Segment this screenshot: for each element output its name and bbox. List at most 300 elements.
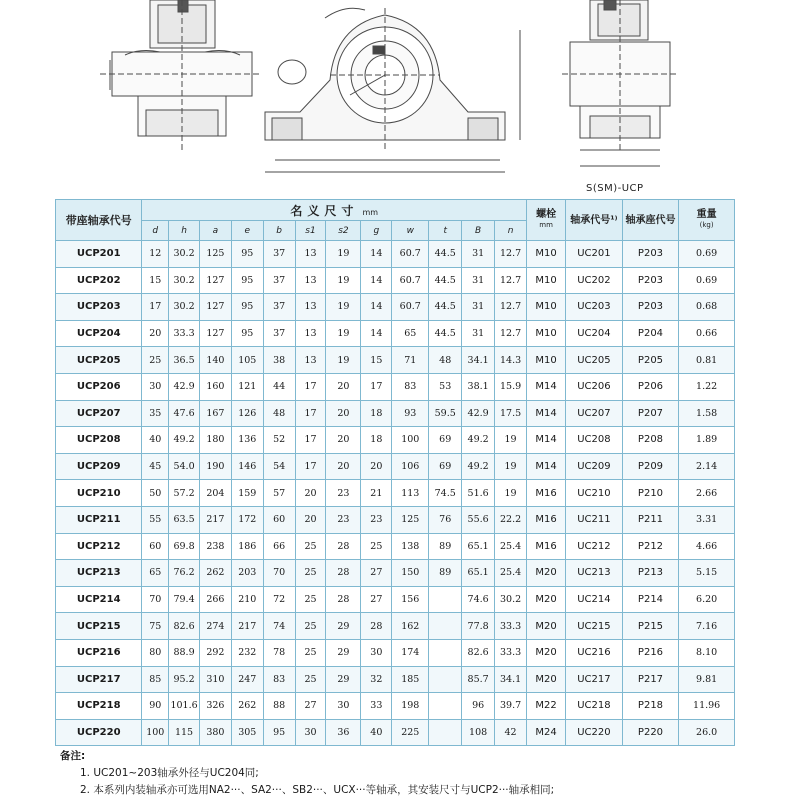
cell-dim-w: 113 (392, 480, 429, 507)
header-bolt-text: 螺栓 (536, 209, 557, 220)
cell-dim-t: 89 (429, 560, 462, 587)
cell-dim-e: 126 (231, 400, 263, 427)
cell-bearing: UC215 (566, 613, 623, 640)
cell-dim-a: 310 (199, 666, 231, 693)
cell-dim-e: 136 (231, 427, 263, 454)
cell-dim-n: 12.7 (495, 241, 527, 268)
cell-bolt: M16 (527, 533, 566, 560)
header-nominal-unit: mm (362, 207, 379, 217)
cell-weight: 2.14 (679, 453, 735, 480)
cell-weight: 1.22 (679, 373, 735, 400)
cell-dim-b: 52 (263, 427, 295, 454)
cell-dim-b: 108 (462, 719, 495, 746)
cell-dim-e: 159 (231, 480, 263, 507)
cell-model: UCP216 (56, 639, 142, 666)
cell-dim-s1: 25 (295, 639, 326, 666)
cell-dim-h: 36.5 (169, 347, 200, 374)
cell-dim-s2: 20 (326, 400, 361, 427)
cell-dim-e: 262 (231, 693, 263, 720)
cell-model: UCP212 (56, 533, 142, 560)
cell-dim-g: 21 (361, 480, 392, 507)
cell-housing: P215 (622, 613, 679, 640)
cell-dim-d: 100 (142, 719, 169, 746)
header-symbol-h: h (169, 221, 200, 241)
cell-dim-s1: 17 (295, 427, 326, 454)
table-row (56, 480, 735, 507)
technical-drawing (0, 0, 800, 200)
cell-dim-n: 25.4 (495, 560, 527, 587)
cell-bearing: UC218 (566, 693, 623, 720)
header-symbol-b: B (462, 221, 495, 241)
cell-dim-e: 210 (231, 586, 263, 613)
cell-weight: 11.96 (679, 693, 735, 720)
cell-bolt: M16 (527, 480, 566, 507)
cell-dim-s2: 20 (326, 373, 361, 400)
cell-dim-b: 31 (462, 294, 495, 321)
cell-dim-s2: 19 (326, 347, 361, 374)
cell-housing: P212 (622, 533, 679, 560)
cell-housing: P213 (622, 560, 679, 587)
table-row (56, 693, 735, 720)
cell-weight: 9.81 (679, 666, 735, 693)
cell-dim-s1: 25 (295, 533, 326, 560)
cell-housing: P207 (622, 400, 679, 427)
cell-dim-b: 49.2 (462, 453, 495, 480)
cell-model: UCP204 (56, 320, 142, 347)
cell-dim-w: 60.7 (392, 294, 429, 321)
table-row (56, 666, 735, 693)
table-row (56, 241, 735, 268)
cell-dim-e: 146 (231, 453, 263, 480)
cell-dim-d: 90 (142, 693, 169, 720)
cell-dim-a: 140 (199, 347, 231, 374)
cell-dim-s2: 29 (326, 613, 361, 640)
cell-dim-n: 14.3 (495, 347, 527, 374)
cell-weight: 0.81 (679, 347, 735, 374)
cell-dim-b: 72 (263, 586, 295, 613)
header-symbol-s2: s2 (326, 221, 361, 241)
table-row (56, 613, 735, 640)
cell-dim-b: 65.1 (462, 560, 495, 587)
table-row (56, 639, 735, 666)
table-body (56, 241, 735, 746)
cell-dim-h: 47.6 (169, 400, 200, 427)
cell-dim-b: 85.7 (462, 666, 495, 693)
cell-dim-t: 48 (429, 347, 462, 374)
cell-housing: P203 (622, 267, 679, 294)
cell-dim-h: 54.0 (169, 453, 200, 480)
table-row (56, 320, 735, 347)
cell-dim-s1: 27 (295, 693, 326, 720)
cell-housing: P204 (622, 320, 679, 347)
cell-dim-h: 42.9 (169, 373, 200, 400)
cell-dim-s2: 28 (326, 560, 361, 587)
cell-dim-d: 40 (142, 427, 169, 454)
cell-bolt: M14 (527, 453, 566, 480)
cell-bolt: M10 (527, 267, 566, 294)
header-housing: 轴承座代号 (622, 200, 679, 241)
cell-dim-n: 25.4 (495, 533, 527, 560)
cell-dim-g: 18 (361, 400, 392, 427)
cell-bearing: UC208 (566, 427, 623, 454)
cell-weight: 8.10 (679, 639, 735, 666)
table-row (56, 373, 735, 400)
cell-dim-s1: 20 (295, 506, 326, 533)
cell-bearing: UC202 (566, 267, 623, 294)
cell-dim-d: 15 (142, 267, 169, 294)
cell-dim-n: 17.5 (495, 400, 527, 427)
note-line-1: 1. UC201~203轴承外径与UC204同; (80, 767, 259, 779)
cell-dim-a: 167 (199, 400, 231, 427)
cell-dim-n: 19 (495, 453, 527, 480)
cell-dim-a: 266 (199, 586, 231, 613)
cell-dim-s1: 25 (295, 613, 326, 640)
cell-weight: 7.16 (679, 613, 735, 640)
cell-dim-b: 77.8 (462, 613, 495, 640)
header-weight-unit: (kg) (699, 221, 714, 229)
cell-dim-n: 22.2 (495, 506, 527, 533)
cell-bearing: UC204 (566, 320, 623, 347)
cell-model: UCP208 (56, 427, 142, 454)
cell-housing: P220 (622, 719, 679, 746)
cell-dim-h: 30.2 (169, 241, 200, 268)
header-symbol-g: g (361, 221, 392, 241)
cell-dim-a: 160 (199, 373, 231, 400)
cell-dim-b: 37 (263, 267, 295, 294)
cell-housing: P208 (622, 427, 679, 454)
table-row (56, 267, 735, 294)
header-symbol-e: e (231, 221, 263, 241)
cell-dim-e: 217 (231, 613, 263, 640)
cell-housing: P203 (622, 241, 679, 268)
cell-dim-g: 14 (361, 294, 392, 321)
notes-title: 备注: (60, 750, 86, 762)
cell-dim-t: 74.5 (429, 480, 462, 507)
cell-model: UCP205 (56, 347, 142, 374)
cell-dim-h: 79.4 (169, 586, 200, 613)
cell-dim-b: 54 (263, 453, 295, 480)
dimension-table (55, 199, 735, 746)
cell-bolt: M10 (527, 294, 566, 321)
cell-dim-h: 57.2 (169, 480, 200, 507)
cell-weight: 0.69 (679, 267, 735, 294)
cell-bearing: UC214 (566, 586, 623, 613)
table-row (56, 400, 735, 427)
cell-dim-s1: 17 (295, 453, 326, 480)
cell-dim-d: 50 (142, 480, 169, 507)
front-view (265, 8, 520, 172)
cell-dim-b: 49.2 (462, 427, 495, 454)
cell-dim-n: 30.2 (495, 586, 527, 613)
cell-bearing: UC209 (566, 453, 623, 480)
cell-dim-d: 30 (142, 373, 169, 400)
cell-bolt: M20 (527, 613, 566, 640)
cell-dim-t: 44.5 (429, 267, 462, 294)
cell-dim-g: 18 (361, 427, 392, 454)
cell-bolt: M20 (527, 639, 566, 666)
cell-dim-b: 82.6 (462, 639, 495, 666)
header-weight (679, 200, 735, 241)
cell-dim-s2: 19 (326, 320, 361, 347)
cell-dim-s2: 23 (326, 480, 361, 507)
cell-bolt: M22 (527, 693, 566, 720)
cell-weight: 1.58 (679, 400, 735, 427)
cell-dim-n: 12.7 (495, 267, 527, 294)
cell-dim-d: 45 (142, 453, 169, 480)
cell-dim-g: 14 (361, 320, 392, 347)
cell-dim-n: 39.7 (495, 693, 527, 720)
cell-dim-b: 38.1 (462, 373, 495, 400)
cell-dim-w: 185 (392, 666, 429, 693)
table-row (56, 453, 735, 480)
cell-dim-d: 35 (142, 400, 169, 427)
cell-dim-n: 33.3 (495, 639, 527, 666)
cell-dim-d: 85 (142, 666, 169, 693)
cell-dim-d: 80 (142, 639, 169, 666)
cell-dim-g: 25 (361, 533, 392, 560)
cell-bolt: M14 (527, 400, 566, 427)
cell-model: UCP203 (56, 294, 142, 321)
cell-dim-b: 31 (462, 241, 495, 268)
cell-model: UCP220 (56, 719, 142, 746)
cell-dim-s1: 25 (295, 666, 326, 693)
cell-dim-h: 88.9 (169, 639, 200, 666)
table-row (56, 719, 735, 746)
cell-dim-w: 198 (392, 693, 429, 720)
cell-dim-s2: 36 (326, 719, 361, 746)
cell-bolt: M10 (527, 320, 566, 347)
cell-dim-d: 17 (142, 294, 169, 321)
side-view-left (100, 0, 262, 150)
cell-dim-b: 78 (263, 639, 295, 666)
cell-housing: P203 (622, 294, 679, 321)
cell-dim-s2: 19 (326, 294, 361, 321)
cell-dim-t: 69 (429, 427, 462, 454)
cell-dim-w: 174 (392, 639, 429, 666)
cell-dim-s1: 17 (295, 400, 326, 427)
cell-dim-n: 19 (495, 480, 527, 507)
cell-dim-e: 95 (231, 267, 263, 294)
cell-model: UCP211 (56, 506, 142, 533)
cell-dim-g: 14 (361, 267, 392, 294)
header-bearing: 轴承代号¹⁾ (566, 200, 623, 241)
cell-weight: 5.15 (679, 560, 735, 587)
cell-dim-t: 59.5 (429, 400, 462, 427)
variant-label: S(SM)-UCP (586, 183, 644, 194)
cell-dim-a: 204 (199, 480, 231, 507)
cell-dim-g: 32 (361, 666, 392, 693)
cell-dim-d: 70 (142, 586, 169, 613)
cell-dim-s1: 25 (295, 560, 326, 587)
cell-bearing: UC205 (566, 347, 623, 374)
table-row (56, 586, 735, 613)
cell-bearing: UC210 (566, 480, 623, 507)
cell-bolt: M24 (527, 719, 566, 746)
table-row (56, 427, 735, 454)
cell-dim-t: 44.5 (429, 241, 462, 268)
header-symbol-b: b (263, 221, 295, 241)
cell-housing: P211 (622, 506, 679, 533)
cell-model: UCP210 (56, 480, 142, 507)
cell-dim-n: 34.1 (495, 666, 527, 693)
cell-bolt: M16 (527, 506, 566, 533)
cell-dim-s2: 20 (326, 427, 361, 454)
side-view-right (562, 0, 678, 166)
cell-bolt: M20 (527, 560, 566, 587)
cell-dim-e: 95 (231, 320, 263, 347)
cell-dim-g: 28 (361, 613, 392, 640)
cell-bearing: UC212 (566, 533, 623, 560)
table-row (56, 533, 735, 560)
cell-dim-g: 20 (361, 453, 392, 480)
cell-dim-w: 100 (392, 427, 429, 454)
cell-dim-s1: 20 (295, 480, 326, 507)
cell-dim-d: 20 (142, 320, 169, 347)
cell-weight: 0.69 (679, 241, 735, 268)
cell-dim-d: 55 (142, 506, 169, 533)
cell-dim-a: 125 (199, 241, 231, 268)
cell-model: UCP202 (56, 267, 142, 294)
cell-dim-g: 30 (361, 639, 392, 666)
cell-dim-e: 95 (231, 241, 263, 268)
cell-dim-w: 225 (392, 719, 429, 746)
cell-dim-g: 40 (361, 719, 392, 746)
cell-weight: 4.66 (679, 533, 735, 560)
cell-dim-e: 305 (231, 719, 263, 746)
cell-dim-b: 48 (263, 400, 295, 427)
cell-bearing: UC203 (566, 294, 623, 321)
cell-weight: 0.68 (679, 294, 735, 321)
cell-dim-b: 66 (263, 533, 295, 560)
cell-dim-w: 150 (392, 560, 429, 587)
header-symbol-s1: s1 (295, 221, 326, 241)
cell-dim-b: 38 (263, 347, 295, 374)
cell-dim-n: 42 (495, 719, 527, 746)
cell-dim-w: 60.7 (392, 267, 429, 294)
cell-dim-h: 76.2 (169, 560, 200, 587)
table-row (56, 294, 735, 321)
cell-dim-b: 74 (263, 613, 295, 640)
cell-dim-g: 23 (361, 506, 392, 533)
cell-dim-e: 121 (231, 373, 263, 400)
cell-dim-s2: 30 (326, 693, 361, 720)
header-nominal (142, 200, 527, 221)
cell-dim-g: 17 (361, 373, 392, 400)
cell-bearing: UC211 (566, 506, 623, 533)
cell-model: UCP218 (56, 693, 142, 720)
cell-dim-a: 127 (199, 294, 231, 321)
cell-dim-b: 34.1 (462, 347, 495, 374)
cell-dim-b: 57 (263, 480, 295, 507)
cell-dim-d: 65 (142, 560, 169, 587)
note-line-2: 2. 本系列内装轴承亦可选用NA2···、SA2···、SB2···、UCX···等轴承，其安装尺寸与UCP2···轴承相同; (80, 784, 555, 796)
cell-dim-a: 190 (199, 453, 231, 480)
cell-dim-h: 115 (169, 719, 200, 746)
cell-dim-n: 15.9 (495, 373, 527, 400)
cell-bolt: M14 (527, 373, 566, 400)
cell-bearing: UC216 (566, 639, 623, 666)
cell-dim-a: 292 (199, 639, 231, 666)
cell-dim-a: 127 (199, 320, 231, 347)
cell-housing: P206 (622, 373, 679, 400)
cell-dim-s1: 30 (295, 719, 326, 746)
header-symbol-d: d (142, 221, 169, 241)
header-symbol-w: w (392, 221, 429, 241)
cell-bearing: UC217 (566, 666, 623, 693)
cell-housing: P210 (622, 480, 679, 507)
cell-dim-b: 96 (462, 693, 495, 720)
notes (60, 748, 780, 799)
cell-dim-b: 88 (263, 693, 295, 720)
cell-dim-t: 44.5 (429, 320, 462, 347)
table-row (56, 347, 735, 374)
cell-dim-a: 274 (199, 613, 231, 640)
cell-housing: P205 (622, 347, 679, 374)
cell-dim-a: 380 (199, 719, 231, 746)
cell-dim-t: 89 (429, 533, 462, 560)
cell-dim-d: 75 (142, 613, 169, 640)
cell-dim-w: 125 (392, 506, 429, 533)
cell-dim-w: 162 (392, 613, 429, 640)
cell-model: UCP201 (56, 241, 142, 268)
header-nominal-text: 名义尺寸 (290, 203, 359, 218)
cell-dim-b: 31 (462, 267, 495, 294)
cell-dim-s2: 28 (326, 586, 361, 613)
cell-dim-d: 60 (142, 533, 169, 560)
cell-dim-e: 172 (231, 506, 263, 533)
cell-model: UCP215 (56, 613, 142, 640)
table-row (56, 506, 735, 533)
cell-weight: 0.66 (679, 320, 735, 347)
cell-dim-e: 203 (231, 560, 263, 587)
cell-weight: 26.0 (679, 719, 735, 746)
cell-dim-w: 83 (392, 373, 429, 400)
cell-dim-s2: 29 (326, 666, 361, 693)
cell-dim-s1: 13 (295, 241, 326, 268)
header-weight-text: 重量 (696, 209, 717, 220)
cell-bearing: UC213 (566, 560, 623, 587)
cell-dim-h: 30.2 (169, 294, 200, 321)
cell-dim-t (429, 719, 462, 746)
cell-dim-h: 69.8 (169, 533, 200, 560)
cell-dim-s1: 13 (295, 294, 326, 321)
cell-dim-s2: 19 (326, 241, 361, 268)
cell-dim-s2: 28 (326, 533, 361, 560)
cell-dim-n: 12.7 (495, 294, 527, 321)
cell-housing: P217 (622, 666, 679, 693)
cell-model: UCP207 (56, 400, 142, 427)
cell-dim-b: 74.6 (462, 586, 495, 613)
cell-dim-s1: 13 (295, 347, 326, 374)
cell-bolt: M10 (527, 347, 566, 374)
cell-dim-a: 262 (199, 560, 231, 587)
cell-dim-h: 82.6 (169, 613, 200, 640)
cell-dim-e: 232 (231, 639, 263, 666)
cell-dim-b: 95 (263, 719, 295, 746)
cell-dim-w: 138 (392, 533, 429, 560)
cell-dim-b: 37 (263, 294, 295, 321)
cell-dim-s1: 25 (295, 586, 326, 613)
cell-dim-t (429, 693, 462, 720)
cell-bolt: M14 (527, 427, 566, 454)
cell-bearing: UC201 (566, 241, 623, 268)
cell-dim-n: 33.3 (495, 613, 527, 640)
cell-housing: P218 (622, 693, 679, 720)
cell-dim-s1: 13 (295, 267, 326, 294)
header-model: 带座轴承代号 (56, 200, 142, 241)
cell-dim-b: 83 (263, 666, 295, 693)
cell-bolt: M10 (527, 241, 566, 268)
